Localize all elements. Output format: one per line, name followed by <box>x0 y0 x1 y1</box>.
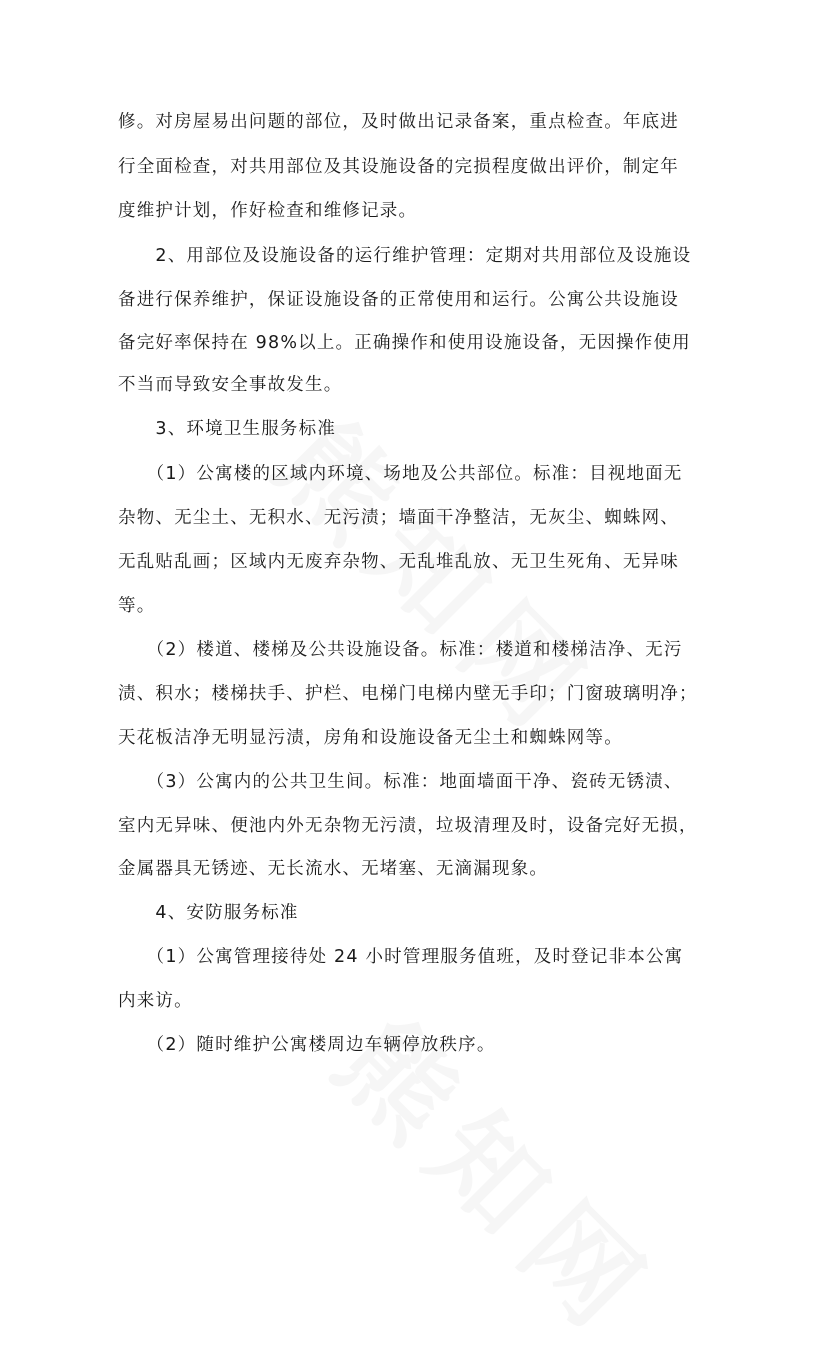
text-line: （1）公寓楼的区域内环境、场地及公共部位。标准：目视地面无 <box>118 464 683 484</box>
text-line: 度维护计划，作好检查和维修记录。 <box>118 201 418 221</box>
text-line: 备完好率保持在 98%以上。正确操作和使用设施设备，无因操作使用 <box>118 333 691 353</box>
text-line: 天花板洁净无明显污渍，房角和设施设备无尘土和蜘蛛网等。 <box>118 728 623 748</box>
text-line: 渍、积水；楼梯扶手、护栏、电梯门电梯内壁无手印；门窗玻璃明净； <box>118 684 698 704</box>
text-line: 等。 <box>118 596 156 616</box>
text-line: 修。对房屋易出问题的部位，及时做出记录备案，重点检查。年底进 <box>118 112 679 132</box>
text-line: 杂物、无尘土、无积水、无污渍；墙面干净整洁，无灰尘、蜘蛛网、 <box>118 508 679 528</box>
text-line: 备进行保养维护，保证设施设备的正常使用和运行。公寓公共设施设 <box>118 290 679 310</box>
text-line: （2）楼道、楼梯及公共设施设备。标准：楼道和楼梯洁净、无污 <box>118 640 683 660</box>
text-line: 室内无异味、便池内外无杂物无污渍，垃圾清理及时，设备完好无损， <box>118 816 698 836</box>
text-line: （2）随时维护公寓楼周边车辆停放秩序。 <box>118 1035 496 1055</box>
text-line: （3）公寓内的公共卫生间。标准：地面墙面干净、瓷砖无锈渍、 <box>118 772 683 792</box>
text-line: 不当而导致安全事故发生。 <box>118 375 343 395</box>
text-line: 2、用部位及设施设备的运行维护管理：定期对共用部位及设施设 <box>118 246 692 266</box>
section-heading: 3、环境卫生服务标准 <box>118 419 337 439</box>
section-heading: 4、安防服务标准 <box>118 903 299 923</box>
text-line: 内来访。 <box>118 991 193 1011</box>
text-line: 行全面检查，对共用部位及其设施设备的完损程度做出评价，制定年 <box>118 157 679 177</box>
text-line: 金属器具无锈迹、无长流水、无堵塞、无滴漏现象。 <box>118 859 549 879</box>
text-line: 无乱贴乱画；区域内无废弃杂物、无乱堆乱放、无卫生死角、无异味 <box>118 552 679 572</box>
text-line: （1）公寓管理接待处 24 小时管理服务值班，及时登记非本公寓 <box>118 947 684 967</box>
